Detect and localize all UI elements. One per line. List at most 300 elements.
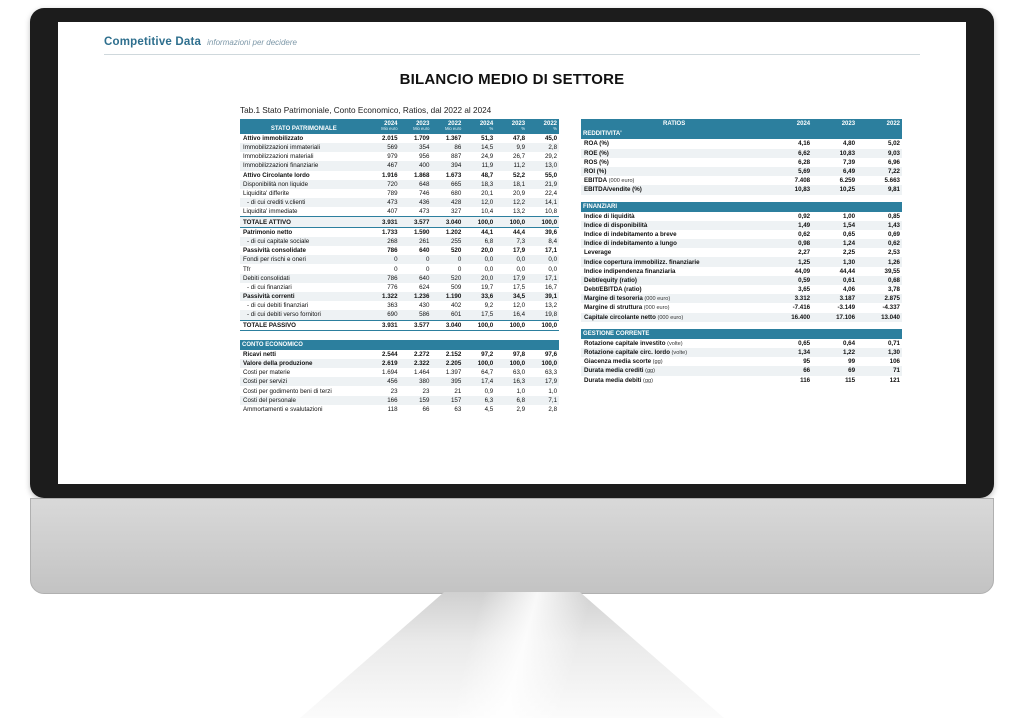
row-value-1: 0,65 (843, 230, 856, 238)
row-unit: (gg) (651, 359, 663, 366)
row-value-2: 665 (431, 180, 463, 189)
row-value-2: 520 (450, 247, 462, 255)
row-unit: (000 euro) (642, 305, 670, 312)
row-label: Passività consolidate (243, 247, 306, 255)
row-value-1: 746 (419, 190, 430, 197)
row-value-2: 0 (457, 265, 462, 273)
row-value-0: 5,69 (767, 167, 812, 176)
row-value-2: 71 (857, 366, 902, 375)
row-value-3: 0,0 (463, 255, 495, 264)
row-value-1: 3.577 (400, 217, 432, 227)
row-value-4: 17,5 (513, 283, 526, 291)
row-value-0: 118 (387, 405, 398, 413)
row-value-0: 66 (767, 366, 812, 375)
row-value-1: 1.590 (413, 228, 430, 236)
row-value-2: 86 (431, 143, 463, 152)
row-label: Indice indipendenza finanziaria (584, 267, 676, 275)
row-value-3: 100,0 (463, 217, 495, 227)
row-value-0: 0,62 (798, 230, 811, 238)
row-value-5: 16,7 (544, 283, 558, 291)
row-value-3: 0,0 (484, 265, 494, 273)
row-value-0: 23 (390, 387, 398, 395)
table-row (240, 405, 559, 414)
row-value-0: 166 (368, 396, 400, 405)
row-value-2: 1,43 (857, 221, 902, 230)
row-value-4: 26,7 (513, 153, 526, 161)
row-value-0: 786 (387, 247, 398, 255)
row-value-1: 1,22 (812, 348, 857, 357)
row-value-3: 19,7 (481, 283, 494, 291)
table-row (240, 359, 559, 368)
row-value-5: 22,4 (544, 190, 558, 197)
table-row (240, 207, 559, 217)
row-value-3: 14,5 (463, 143, 495, 152)
row-value-2: 21 (454, 387, 462, 395)
row-value-0: 6,62 (767, 149, 812, 158)
table-row (581, 276, 902, 285)
row-value-4: 9,9 (495, 143, 527, 152)
row-label: Durata media debiti (gg) (584, 376, 653, 384)
row-value-2: 0,71 (887, 339, 900, 347)
row-value-1: -3.149 (837, 304, 856, 312)
row-label: Margine di struttura (000 euro) (584, 304, 670, 312)
section-header-spacer (767, 129, 902, 139)
row-value-1: 1.709 (413, 134, 430, 142)
row-label: Immobilizzazioni immateriali (240, 143, 368, 152)
row-label: Costi per godimento beni di terzi (243, 387, 332, 395)
row-label: EBITDA/vendite (%) (581, 185, 767, 194)
row-value-2: 0 (431, 255, 463, 264)
row-value-4: 11,2 (495, 161, 527, 170)
table-row (240, 171, 559, 180)
row-label: Liquidita' differite (243, 190, 290, 197)
row-value-3: 20,0 (463, 274, 495, 283)
brand-tagline: informazioni per decidere (207, 38, 297, 47)
row-label: TOTALE PASSIVO (240, 320, 368, 330)
row-label: Debt/EBITDA (ratio) (584, 286, 642, 294)
row-value-0: 776 (387, 283, 398, 291)
ratios-col-0: 2024 (767, 119, 812, 129)
row-value-1: 23 (422, 387, 430, 395)
row-value-4: 16,4 (495, 310, 527, 320)
sp-body (240, 134, 559, 330)
row-value-2: 157 (431, 396, 463, 405)
table-row (581, 339, 902, 348)
row-value-0: 116 (800, 376, 811, 384)
row-label: ROA (%) (584, 140, 609, 148)
row-value-1: 2.272 (413, 350, 430, 358)
table-row (240, 396, 559, 405)
row-value-4: 16,3 (495, 377, 527, 386)
table-row (240, 274, 559, 283)
table-row (581, 376, 902, 385)
row-value-3: 17,5 (463, 310, 495, 320)
row-value-4: 34,5 (495, 292, 527, 301)
ce-header-row (240, 340, 559, 350)
row-value-2: 6,96 (887, 158, 900, 166)
table-row (581, 357, 902, 366)
table-row (240, 283, 559, 292)
row-value-0: 95 (803, 358, 811, 366)
row-value-2: 887 (450, 153, 462, 161)
row-value-1: 4,80 (843, 140, 856, 148)
table-row (581, 176, 902, 185)
row-value-3: 97,2 (481, 350, 494, 358)
row-value-5: 39,1 (527, 292, 559, 301)
row-value-4: 47,8 (513, 134, 526, 142)
row-value-0: 979 (387, 153, 398, 161)
table-row (240, 377, 559, 386)
row-value-0: 10,83 (767, 185, 812, 194)
row-unit: (volte) (670, 350, 688, 357)
row-value-2: 1,26 (857, 257, 902, 266)
row-label: Costi per servizi (240, 377, 368, 386)
row-value-2: 0,69 (887, 230, 900, 238)
sp-col-5: 2022 % (527, 119, 559, 134)
row-value-4: 63,0 (513, 369, 526, 377)
row-value-5: 19,8 (527, 310, 559, 320)
row-label: EBITDA (000 euro) (584, 177, 635, 185)
row-label: Durata media crediti (gg) (581, 366, 767, 375)
row-value-3: 17,4 (463, 377, 495, 386)
row-value-5: 8,4 (527, 237, 559, 246)
row-value-3: 51,3 (481, 134, 494, 142)
row-value-1: 4,06 (843, 286, 856, 294)
row-value-1: 400 (400, 161, 432, 170)
row-value-1: 10,83 (812, 149, 857, 158)
table-row (581, 257, 902, 266)
row-value-0: 0,59 (767, 276, 812, 285)
row-value-1: 7,39 (843, 158, 856, 166)
row-value-0: 786 (368, 274, 400, 283)
row-label: Fondi per rischi e oneri (240, 255, 368, 264)
row-value-0: 456 (368, 377, 400, 386)
row-value-2: 1.190 (431, 292, 463, 301)
row-value-1: 1.236 (400, 292, 432, 301)
monitor-stand (300, 592, 724, 718)
row-value-2: 0,68 (857, 276, 902, 285)
row-value-1: 956 (419, 153, 430, 161)
row-value-5: 1,0 (548, 387, 558, 395)
table-row (581, 294, 902, 303)
row-value-1: 6.259 (839, 177, 856, 185)
table-row (581, 303, 902, 312)
row-value-1: 1,24 (812, 239, 857, 248)
row-label: Valore della produzione (240, 359, 368, 368)
row-value-0: 690 (368, 310, 400, 320)
row-label: Rotazione capitale circ. lordo (volte) (581, 348, 767, 357)
section-header (581, 329, 902, 339)
row-label: Capitale circolante netto (000 euro) (581, 313, 767, 322)
row-value-3: 44,1 (481, 228, 494, 236)
row-value-1: 2.322 (400, 359, 432, 368)
row-value-1: 1,30 (812, 257, 857, 266)
sp-col-1: 2023 Mio euro (400, 119, 432, 134)
row-value-4: 12,2 (495, 198, 527, 207)
row-value-0: 2.544 (382, 350, 398, 358)
row-label: Leverage (584, 249, 612, 257)
row-value-2: 2.875 (857, 294, 902, 303)
tables-container (104, 119, 920, 414)
row-value-0: 1,34 (767, 348, 812, 357)
row-value-0: 1,25 (767, 257, 812, 266)
row-value-2: 9,81 (857, 185, 902, 194)
row-value-0: 1.694 (382, 369, 398, 377)
row-label: Disponibilità non liquide (240, 180, 368, 189)
table-row (240, 301, 559, 310)
row-value-5: 45,0 (544, 134, 558, 142)
document-page (58, 22, 966, 484)
row-value-4: 17,9 (513, 247, 526, 255)
ratios-title: RATIOS (581, 119, 767, 129)
row-value-1: 69 (812, 366, 857, 375)
row-label: TOTALE ATTIVO (240, 217, 368, 227)
ratios-col-1: 2023 (812, 119, 857, 129)
table-row (240, 368, 559, 377)
monitor-frame (30, 8, 994, 498)
row-value-0: 1.322 (368, 292, 400, 301)
monitor-base (30, 498, 994, 594)
row-value-0: 44,09 (794, 267, 811, 275)
table-row (240, 264, 559, 273)
row-value-2: 2.205 (431, 359, 463, 368)
row-value-4: 52,2 (513, 171, 526, 179)
row-value-5: 2,8 (527, 143, 559, 152)
brand-name: Competitive Data (104, 36, 202, 48)
row-value-5: 100,0 (527, 320, 559, 330)
row-value-0: 3.931 (368, 320, 400, 330)
table-row (240, 237, 559, 246)
row-value-5: 39,6 (544, 228, 558, 236)
row-value-4: 20,9 (513, 190, 526, 197)
row-value-3: 24,9 (481, 153, 494, 161)
sp-col-0: 2024 Mio euro (368, 119, 400, 134)
row-label: - di cui capitale sociale (240, 237, 368, 246)
section-title: REDDITIVITA' (581, 129, 767, 139)
row-value-0: 0,65 (798, 339, 811, 347)
row-value-1: 6,49 (812, 167, 857, 176)
row-label: Rotazione capitale investito (volte) (584, 339, 683, 347)
row-label: Indice di disponibilità (581, 221, 767, 230)
row-value-0: 473 (368, 198, 400, 207)
row-unit: (000 euro) (655, 314, 684, 321)
row-value-0: 0,98 (767, 239, 812, 248)
row-value-0: 2.015 (382, 134, 398, 142)
row-label: Indice di liquidità (584, 212, 635, 220)
row-value-4: 7,3 (495, 237, 527, 246)
row-value-1: 0 (425, 265, 430, 273)
table-row (581, 149, 902, 158)
table-row (581, 239, 902, 248)
row-value-3: 100,0 (463, 359, 495, 368)
row-value-0: -7.416 (792, 304, 811, 312)
row-value-3: 0,9 (484, 387, 494, 395)
row-value-0: 3.312 (767, 294, 812, 303)
row-value-2: 1.367 (445, 134, 462, 142)
row-value-3: 4,5 (484, 405, 494, 413)
row-value-3: 10,4 (481, 208, 494, 216)
row-value-1: 115 (845, 376, 856, 384)
table-row (240, 189, 559, 198)
row-value-1: 1,00 (843, 212, 856, 220)
row-label: Costi per materie (243, 369, 291, 377)
row-value-2: 327 (450, 208, 462, 216)
row-value-4: 1,0 (516, 387, 526, 395)
row-value-0: 0 (394, 265, 398, 273)
row-value-1: 473 (419, 208, 430, 216)
section-header (581, 129, 902, 139)
row-value-5: 100,0 (527, 217, 559, 227)
table-row (240, 134, 559, 143)
table-row (581, 267, 902, 276)
row-value-4: 2,9 (516, 405, 526, 413)
row-value-2: 255 (431, 237, 463, 246)
row-value-2: 121 (889, 376, 900, 384)
row-value-2: 106 (889, 358, 900, 366)
row-value-0: 1.916 (382, 171, 398, 179)
row-value-0: 1,49 (767, 221, 812, 230)
table-row (581, 139, 902, 148)
row-label: Indice di indebitamento a lungo (581, 239, 767, 248)
row-value-2: 1.397 (445, 369, 462, 377)
section-title: FINANZIARI (581, 202, 767, 212)
row-label: Patrimonio netto (243, 228, 293, 236)
table-row (240, 246, 559, 255)
row-value-5: 2,8 (548, 405, 558, 413)
row-value-4: 100,0 (495, 320, 527, 330)
row-value-4: 0,0 (516, 265, 526, 273)
row-value-4: 17,9 (495, 274, 527, 283)
row-value-5: 13,2 (544, 302, 558, 310)
section-gap (581, 322, 902, 329)
row-value-3: 33,6 (463, 292, 495, 301)
row-value-0: 3.931 (368, 217, 400, 227)
row-label: Liquidita' immediate (243, 208, 298, 216)
table-row (581, 185, 902, 194)
table-row (581, 285, 902, 294)
row-value-5: 0,0 (548, 265, 558, 273)
row-label: Costi del personale (240, 396, 368, 405)
row-value-2: 520 (431, 274, 463, 283)
row-value-1: 0,61 (812, 276, 857, 285)
row-value-4: 13,2 (513, 208, 526, 216)
row-value-2: 428 (431, 198, 463, 207)
ce-title: CONTO ECONOMICO (240, 340, 368, 350)
section-header-spacer (767, 202, 902, 212)
row-value-5: 10,8 (544, 208, 558, 216)
row-value-2: 7,22 (857, 167, 902, 176)
row-value-3: 12,0 (463, 198, 495, 207)
table-row (240, 161, 559, 170)
row-value-4: 0,0 (495, 255, 527, 264)
section-gap (581, 195, 902, 202)
row-value-1: 0 (400, 255, 432, 264)
row-value-2: 1.202 (445, 228, 462, 236)
ratios-table (581, 119, 902, 385)
row-label: Immobilizzazioni finanziarie (240, 161, 368, 170)
row-value-1: 3.187 (812, 294, 857, 303)
table-row (240, 198, 559, 207)
table-row (581, 212, 902, 221)
row-value-5: 63,3 (544, 369, 558, 377)
ce-body (240, 350, 559, 414)
sp-col-3: 2024 % (463, 119, 495, 134)
row-value-1: 0,64 (843, 339, 856, 347)
row-label: - di cui crediti v.clienti (240, 198, 368, 207)
row-value-0: 7.408 (794, 177, 811, 185)
row-value-0: 407 (387, 208, 398, 216)
table-row (581, 167, 902, 176)
row-value-1: 1.464 (413, 369, 430, 377)
row-value-1: 1,54 (812, 221, 857, 230)
row-value-2: 3,78 (887, 286, 900, 294)
row-value-1: 640 (419, 247, 430, 255)
row-value-1: 3.577 (400, 320, 432, 330)
row-label: Debiti consolidati (240, 274, 368, 283)
row-value-1: 380 (400, 377, 432, 386)
ce-header-spacer (368, 340, 559, 350)
table-row (240, 227, 559, 237)
table-row (240, 310, 559, 320)
table-row (581, 221, 902, 230)
row-unit: (gg) (641, 377, 653, 384)
section-header (581, 202, 902, 212)
row-label: Attivo Circolante lordo (243, 171, 310, 179)
row-value-5: 55,0 (544, 171, 558, 179)
row-value-1: 1.868 (413, 171, 430, 179)
row-value-1: 354 (400, 143, 432, 152)
row-value-1: 430 (419, 302, 430, 310)
row-value-5: 0,0 (527, 255, 559, 264)
row-value-2: 63 (454, 405, 462, 413)
row-value-5: 17,1 (544, 247, 558, 255)
row-value-2: 39,55 (884, 267, 900, 275)
row-value-2: 394 (431, 161, 463, 170)
sp-col-4: 2023 % (495, 119, 527, 134)
row-unit: (000 euro) (642, 296, 671, 303)
row-value-3: 20,1 (481, 190, 494, 197)
row-value-2: 3.040 (431, 320, 463, 330)
row-value-3: 9,2 (484, 302, 494, 310)
row-label: Ricavi netti (243, 350, 277, 358)
row-value-2: 2.152 (445, 350, 462, 358)
table-caption: Tab.1 Stato Patrimoniale, Conto Economico, Ratios, dal 2022 al 2024 (240, 106, 492, 115)
row-value-2: 0,62 (857, 239, 902, 248)
stato-patrimoniale-table (240, 119, 559, 331)
row-label: Attivo immobilizzato (243, 134, 304, 142)
table-row (581, 313, 902, 322)
row-label: Passività correnti (240, 292, 368, 301)
row-value-1: 436 (400, 198, 432, 207)
row-unit: (000 euro) (607, 178, 635, 185)
row-label: - di cui finanziari (247, 283, 292, 291)
row-value-0: 0,92 (798, 212, 811, 220)
row-value-1: 586 (400, 310, 432, 320)
row-value-5: 97,6 (544, 350, 558, 358)
row-value-1: 624 (419, 283, 430, 291)
row-value-1: 99 (848, 358, 856, 366)
row-value-0: 16.400 (767, 313, 812, 322)
table-row (240, 255, 559, 264)
row-value-5: 21,9 (527, 180, 559, 189)
row-value-2: 601 (431, 310, 463, 320)
row-value-0: 268 (368, 237, 400, 246)
row-label: ROE (%) (581, 149, 767, 158)
row-value-2: 1,30 (857, 348, 902, 357)
row-value-1: 10,25 (812, 185, 857, 194)
table-row (240, 180, 559, 189)
row-value-2: 0,85 (887, 212, 900, 220)
